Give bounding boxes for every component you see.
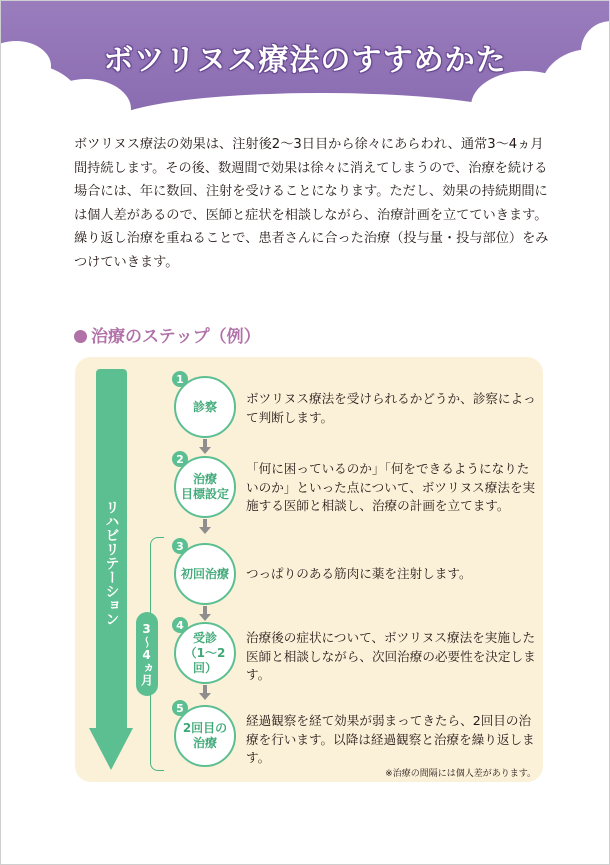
rehab-arrow-head-icon <box>89 728 133 770</box>
page-title: ボツリヌス療法のすすめかた <box>103 43 507 78</box>
step-2-description: 「何に困っているのか」「何をできるようになりたいのか」といった点について、ボツリヌス療法を実施する医師と相談し、治療の計画を立てます。 <box>246 461 536 513</box>
down-arrow-icon <box>199 447 211 454</box>
step-3-number: 3 <box>172 538 188 554</box>
page-header <box>1 1 609 111</box>
step-4-number: 4 <box>172 617 188 633</box>
step-5-label: 2回目の 治療 <box>182 721 228 750</box>
intro-paragraph-2: 繰り返し治療を重ねることで、患者さんに合った治療（投与量・投与部位）をみつけていきます。 <box>74 231 549 270</box>
section-title-text: 治療のステップ（例） <box>91 327 261 347</box>
intro-paragraph-1: ボツリヌス療法の効果は、注射後2〜3日目から徐々にあらわれ、通常3〜4ヵ月間持続します。その後、数週間で効果は徐々に消えてしまうので、治療を続ける場合には、年に数回、注射を受けることになります。ただし、効果の持続期間には個人差があるので、医師と症状を相談しながら、治療計画を立てていきます。 <box>74 137 548 223</box>
step-5-description: 経過観察を経て効果が弱まってきたら、2回目の治療を行います。以降は経過観察と治療を繰り返します。 <box>246 713 535 765</box>
step-4-description: 治療後の症状について、ボツリヌス療法を実施した医師と相談しながら、次回治療の必要性を決定します。 <box>246 630 536 682</box>
section-title <box>74 322 261 347</box>
down-arrow-icon <box>199 527 211 534</box>
step-1-label: 診察 <box>192 399 217 414</box>
step-2-number: 2 <box>172 451 188 467</box>
step-2-label: 治療 目標設定 <box>180 472 229 501</box>
step-4-label: 受診 （1〜2回） <box>184 630 226 675</box>
down-arrow-icon <box>199 693 211 700</box>
step-5-number: 5 <box>172 700 188 716</box>
bullet-dot-icon <box>74 330 87 343</box>
intro-text <box>74 133 552 275</box>
rehab-label: リハビリテーション <box>103 500 120 626</box>
step-3-label: 初回治療 <box>180 566 229 581</box>
period-label: 3〜4ヵ月 <box>136 612 158 696</box>
footnote: ※治療の間隔には個人差があります。 <box>385 769 536 779</box>
step-1-number: 1 <box>172 371 188 387</box>
down-arrow-icon <box>199 614 211 621</box>
step-3-description: つっぱりのある筋肉に薬を注射します。 <box>246 566 472 581</box>
step-1-description: ボツリヌス療法を受けられるかどうか、診察によって判断します。 <box>246 391 536 425</box>
